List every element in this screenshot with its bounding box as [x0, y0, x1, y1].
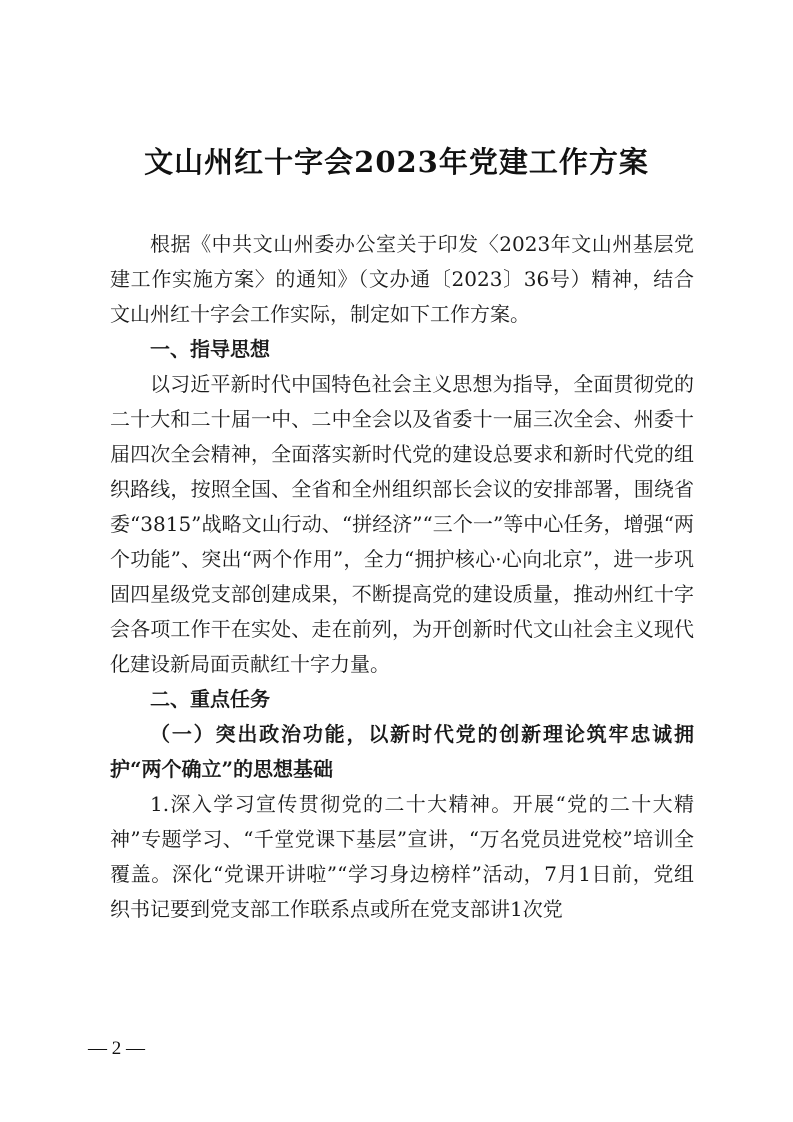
section-heading-key-tasks: 二、重点任务 [150, 687, 270, 711]
document-title: 文山州红十字会2023年党建工作方案 [144, 145, 649, 179]
guiding-ideology-paragraph: 以习近平新时代中国特色社会主义思想为指导，全面贯彻党的二十大和二十届一中、二中全会以及省委十一届三次全会、州委十届四次全会精神，全面落实新时代党的建设总要求和新时代党的组织路线，按照全国、全省和全州组织部长会议的安排部署，围绕省委“3815”战略文山行动、“拼经济”“三个一”等中心任务，增强“两个功能”、突出“两个作用”，全力“拥护核心·心向北京”，进一步巩固四星级党支部创建成果，不断提高党的建设质量，推动州红十字会各项工作干在实处、走在前列，为开创新时代文山社会主义现代化建设新局面贡献红十字力量。 [110, 372, 694, 676]
intro-paragraph: 根据《中共文山州委办公室关于印发〈2023年文山州基层党建工作实施方案〉的通知》（文办通〔2023〕36号）精神，结合文山州红十字会工作实际，制定如下工作方案。 [110, 232, 694, 326]
document-body [110, 227, 694, 927]
section-heading-guiding-ideology: 一、指导思想 [150, 337, 270, 361]
subsection-heading-political-function: （一）突出政治功能，以新时代党的创新理论筑牢忠诚拥护“两个确立”的思想基础 [110, 722, 694, 781]
page-number: — 2 — [88, 1038, 145, 1059]
task-item-1-paragraph: 1.深入学习宣传贯彻党的二十大精神。开展“党的二十大精神”专题学习、“千堂党课下基层”宣讲，“万名党员进党校”培训全覆盖。深化“党课开讲啦”“学习身边榜样”活动，7月1日前，党组织书记要到党支部工作联系点或所在党支部讲1次党 [110, 792, 694, 921]
